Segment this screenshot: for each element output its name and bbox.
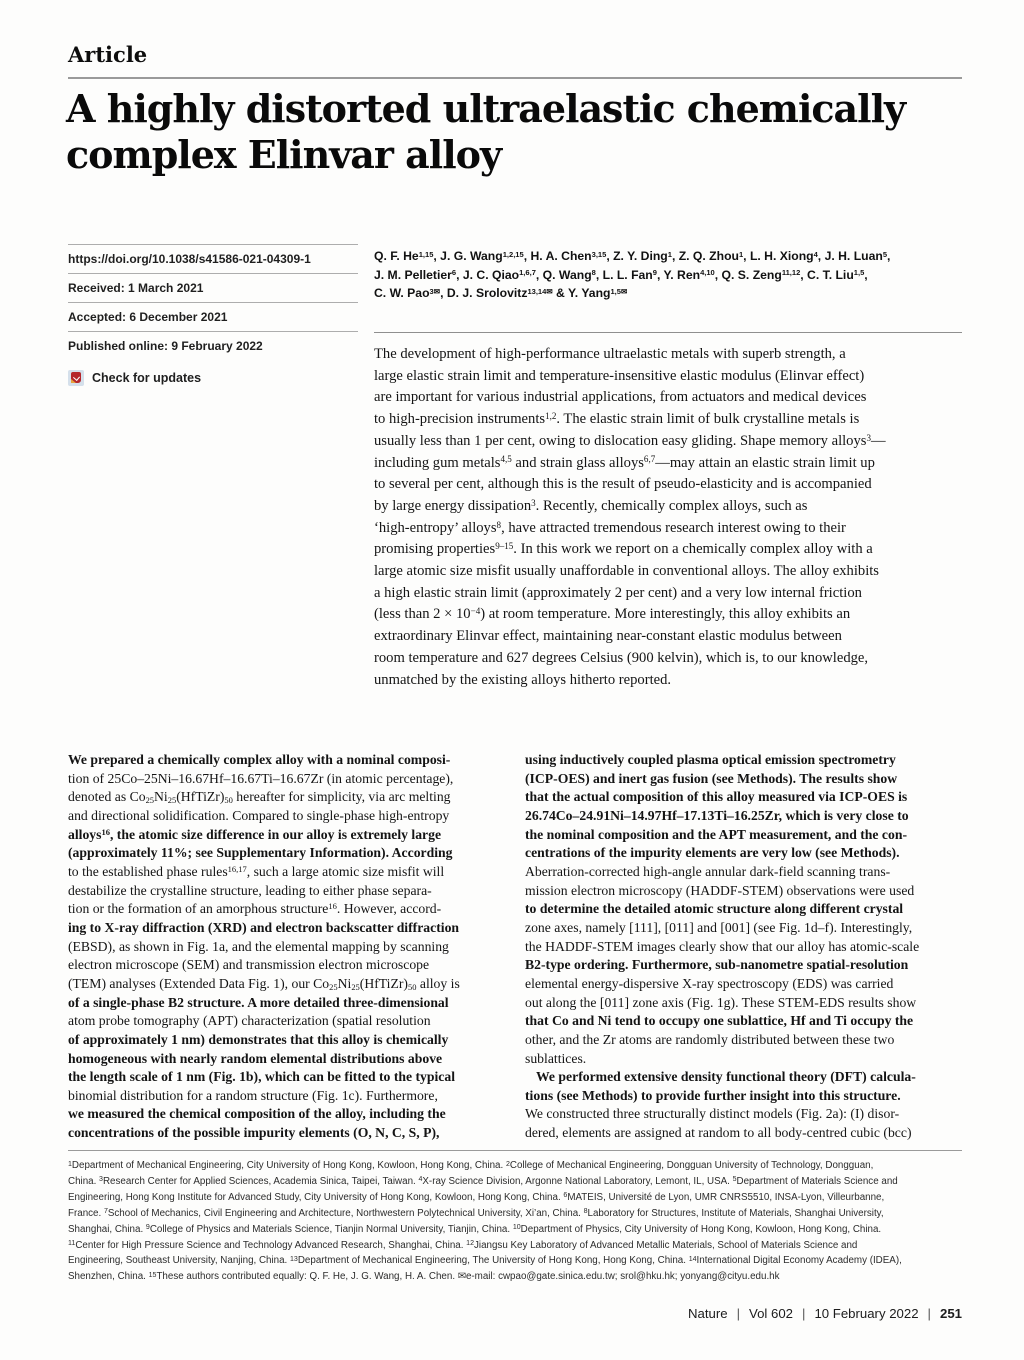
accepted-date: Accepted: 6 December 2021 <box>68 302 358 331</box>
text-line: of a single-phase B2 structure. A more detailed three-dimensional <box>68 994 449 1010</box>
text-line: extraordinary Elinvar effect, maintaining near-constant elastic modulus between <box>374 628 842 645</box>
text-line: B2-type ordering. Furthermore, sub-nanometre spatial-resolution <box>525 957 909 973</box>
text-line: a high elastic strain limit (approximately 2 per cent) and a very low internal friction <box>374 584 862 601</box>
text-line: We constructed three structurally distinct models (Fig. 2a): (I) disor- <box>525 1106 900 1122</box>
text-line: are important for various industrial applications, from actuators and medical devices <box>374 389 867 406</box>
text-line: ing to X-ray diffraction (XRD) and electron backscatter diffraction <box>68 919 460 935</box>
body-column-right <box>525 751 963 1143</box>
text-line: ‘high-entropy’ alloys$^8$, have attracted tremendous research interest owing to their <box>374 519 846 536</box>
divider <box>68 77 962 79</box>
text-line: the length scale of 1 nm (Fig. 1b), which can be fitted to the typical <box>68 1069 456 1085</box>
check-for-updates-label: Check for updates <box>92 371 202 385</box>
article-metadata <box>68 244 358 386</box>
author-list <box>374 247 966 303</box>
text-line: to several per cent, although this is the result of pseudo-elasticity and is accompanied <box>374 476 872 493</box>
text-line: J. M. Pelletier$^6$, J. C. Qiao$^{1,6,7}$, Q. Wang$^8$, L. L. Fan$^9$, Y. Ren$^{4,10}$, Q. S. Zeng$^{11,12}$, C. T. Liu$^{1,5}$, <box>374 267 868 282</box>
text-line: and directional solidification. Compared to single-phase high-entropy <box>68 807 450 823</box>
text-line: large atomic size misfit usually unaffordable in conventional alloys. The alloy exhibits <box>374 563 879 580</box>
article-type-label: Article <box>68 42 148 67</box>
text-line: dered, elements are assigned at random to all body-centred cubic (bcc) <box>525 1125 912 1141</box>
text-line: to determine the detailed atomic structure along different crystal <box>525 901 904 917</box>
text-line: promising properties$^{9-15}$. In this work we report on a chemically complex alloy with a <box>374 541 873 558</box>
text-line: other, and the Zr atoms are randomly distributed between these two <box>525 1031 895 1047</box>
footer-date: 10 February 2022 <box>814 1306 919 1321</box>
text-line: usually less than 1 per cent, owing to dislocation easy gliding. Shape memory alloys$^3$— <box>374 432 886 449</box>
text-line: Shanghai, China. $^9$College of Physics and Materials Science, Tianjin Normal University, Tianjin, China. $^{10}$Department of Physics, City University of Hong Kong, Kowloon, Hong Kong, China. <box>68 1223 882 1235</box>
text-line: (EBSD), as shown in Fig. 1a, and the elemental mapping by scanning <box>68 938 449 954</box>
text-line: mission electron microscopy (HADDF-STEM) observations were used <box>525 882 915 898</box>
footer-separator: | <box>802 1306 806 1321</box>
text-line: elemental energy-dispersive X-ray spectroscopy (EDS) was carried <box>525 975 894 991</box>
text-line: electron microscope (SEM) and transmission electron microscope <box>68 957 430 973</box>
footer-separator: | <box>927 1306 931 1321</box>
text-line: zone axes, namely [111], [011] and [001] (see Fig. 1d–f). Interestingly, <box>525 919 913 935</box>
text-line: $^1$Department of Mechanical Engineering, City University of Hong Kong, Kowloon, Hong Kong, China. $^2$College of Mechanical Engineering, Dongguan University of Technology, Dongguan, <box>68 1160 874 1171</box>
body-column-left <box>68 751 506 1143</box>
received-date: Received: 1 March 2021 <box>68 273 358 302</box>
text-line: room temperature and 627 degrees Celsius (900 kelvin), which is, to our knowledge, <box>374 649 869 666</box>
footer-page-number: 251 <box>939 1306 962 1321</box>
text-line: destabilize the crystalline structure, leading to either phase separa- <box>68 882 432 898</box>
text-line: unmatched by the existing alloys hitherto reported. <box>374 671 672 688</box>
text-line: We prepared a chemically complex alloy with a nominal composi- <box>68 752 451 767</box>
text-line: atom probe tomography (APT) characterization (spatial resolution <box>68 1013 431 1029</box>
page-footer <box>688 1306 962 1321</box>
text-line: to high-precision instruments$^{1,2}$. The elastic strain limit of bulk crystalline metals is <box>374 411 860 428</box>
text-line: using inductively coupled plasma optical emission spectrometry <box>525 752 896 767</box>
check-for-updates-button[interactable] <box>68 360 358 386</box>
text-line: $^{11}$Center for High Pressure Science and Technology Advanced Research, Shanghai, China. $^{12}$Jiangsu Key Laboratory of Advanced Metallic Materials, School of Materials Science and <box>68 1239 858 1251</box>
affiliations-footnotes <box>68 1158 968 1285</box>
text-line: that Co and Ni tend to occupy one sublattice, Hf and Ti occupy the <box>525 1013 914 1029</box>
divider <box>374 332 962 333</box>
footer-volume: Vol 602 <box>749 1306 793 1321</box>
text-line: C. W. Pao$^{3✉}$, D. J. Srolovitz$^{13,14✉}$ & Y. Yang$^{1,5✉}$ <box>374 286 628 301</box>
text-line: (less than $2 \times 10^{-4}$) at room temperature. More interestingly, this alloy exhibits an <box>374 606 851 623</box>
article-title <box>66 86 905 178</box>
text-line: Shenzhen, China. $^{15}$These authors contributed equally: Q. F. He, J. G. Wang, H. A. Chen. ✉e-mail: cwpao@gate.sinica.edu.tw; srol@hku.hk; yonyang@cityu.edu.hk <box>68 1271 780 1283</box>
text-line: the nominal composition and the APT measurement, and the con- <box>525 826 908 842</box>
text-line: denoted as $Co_{25}Ni_{25}(HfTiZr)_{50}$ hereafter for simplicity, via arc melting <box>68 789 451 805</box>
text-line: we measured the chemical composition of the alloy, including the <box>68 1106 446 1122</box>
published-date: Published online: 9 February 2022 <box>68 331 358 360</box>
text-line: that the actual composition of this alloy measured via ICP-OES is <box>525 789 908 805</box>
doi-link[interactable]: https://doi.org/10.1038/s41586-021-04309-1 <box>68 244 358 273</box>
text-line: centrations of the impurity elements are very low (see Methods). <box>525 845 900 861</box>
text-line: sublattices. <box>525 1050 587 1066</box>
footer-separator: | <box>736 1306 740 1321</box>
text-line: tion of 25Co–25Ni–16.67Hf–16.67Ti–16.67Zr (in atomic percentage), <box>68 770 454 786</box>
abstract <box>374 344 966 691</box>
text-line: by large energy dissipation$^3$. Recently, chemically complex alloys, such as <box>374 497 808 514</box>
text-line: tion or the formation of an amorphous structure$^{16}$. However, accord- <box>68 901 442 917</box>
text-line: of approximately 1 nm) demonstrates that this alloy is chemically <box>68 1031 449 1047</box>
text-line: (approximately 11%; see Supplementary Information). According <box>68 845 453 861</box>
text-line: Q. F. He$^{1,15}$, J. G. Wang$^{1,2,15}$, H. A. Chen$^{3,15}$, Z. Y. Ding$^1$, Z. Q. Zhou$^1$, L. H. Xiong$^4$, J. H. Luan$^5$, <box>374 249 891 263</box>
crossmark-icon <box>68 370 84 386</box>
text-line: (ICP-OES) and inert gas fusion (see Methods). The results show <box>525 770 898 786</box>
text-line: (TEM) analyses (Extended Data Fig. 1), our $Co_{25}Ni_{25}(HfTiZr)_{50}$ alloy is <box>68 975 460 992</box>
text-line: 26.74Co–24.91Ni–14.97Hf–17.13Ti–16.25Zr, which is very close to <box>525 807 909 823</box>
text-line: large elastic strain limit and temperature-insensitive elastic modulus (Elinvar effect) <box>374 367 865 384</box>
text-line: out along the [011] zone axis (Fig. 1g). These STEM-EDS results show <box>525 994 917 1010</box>
text-line: China. $^3$Research Center for Applied Sciences, Academia Sinica, Taipei, Taiwan. $^4$X-ray Science Division, Argonne National Laboratory, Lemont, IL, USA. $^5$Department of Materials Science and <box>68 1175 898 1187</box>
text-line: including gum metals$^{4,5}$ and strain glass alloys$^{6,7}$—may attain an elastic strain limit up <box>374 454 875 471</box>
text-line: Engineering, Hong Kong Institute for Advanced Study, City University of Hong Kong, Kowloon, Hong Kong, China. $^6$MATEIS, Université de Lyon, UMR CNRS5510, INSA-Lyon, Villeurbanne, <box>68 1191 885 1203</box>
text-line: to the established phase rules$^{16,17}$, such a large atomic size misfit will <box>68 863 445 879</box>
text-line: homogeneous with nearly random elemental distributions above <box>68 1050 443 1066</box>
text-line: tions (see Methods) to provide further insight into this structure. <box>525 1087 901 1103</box>
text-line: alloys$^{16}$, the atomic size difference in our alloy is extremely large <box>68 826 442 842</box>
text-line: Engineering, Southeast University, Nanjing, China. $^{13}$Department of Mechanical Engineering, The University of Hong Kong, Hong Kong, China. $^{14}$International Digital Economy Academy (IDEA), <box>68 1255 902 1267</box>
article-title-line2: complex Elinvar alloy <box>66 132 502 177</box>
divider <box>68 1150 962 1151</box>
text-line: We performed extensive density functional theory (DFT) calcula- <box>536 1069 916 1085</box>
footer-journal: Nature <box>687 1306 728 1321</box>
text-line: concentrations of the possible impurity elements (O, N, C, S, P), <box>68 1125 440 1141</box>
article-title-line1: A highly distorted ultraelastic chemically <box>66 86 906 131</box>
text-line: France. $^7$School of Mechanics, Civil Engineering and Architecture, Northwestern Polytechnical University, Xi’an, China. $^8$Laboratory for Structures, Institute of Materials, Shanghai University, <box>68 1207 884 1219</box>
text-line: the HADDF-STEM images clearly show that our alloy has atomic-scale <box>525 938 920 954</box>
text-line: Aberration-corrected high-angle annular dark-field scanning trans- <box>525 863 891 879</box>
text-line: The development of high-performance ultraelastic metals with superb strength, a <box>374 346 846 362</box>
text-line: binomial distribution for a random structure (Fig. 1c). Furthermore, <box>68 1087 438 1103</box>
